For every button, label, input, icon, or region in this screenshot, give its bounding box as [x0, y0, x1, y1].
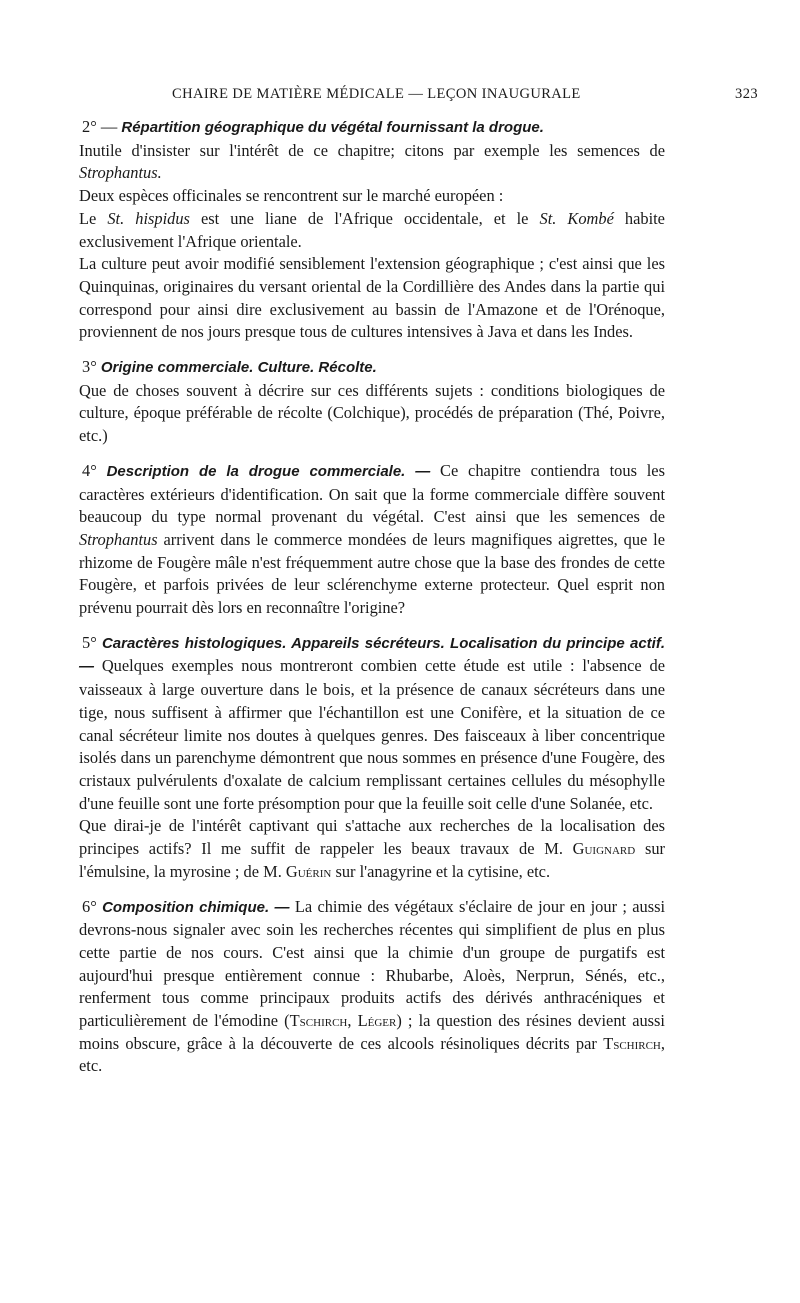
- text: Que dirai-je de l'intérêt captivant qui s'attache aux recherches de la localisation des principes actifs? Il me suffit de rappeler les beaux travaux de M.: [79, 816, 665, 859]
- page-number: 323: [735, 86, 758, 102]
- section-5: [79, 632, 665, 884]
- text: ,: [347, 1011, 352, 1031]
- species-name: St. Kombé: [539, 208, 614, 228]
- author-name: Guignard: [572, 839, 636, 859]
- section-4-title: Description de la drogue commerciale. —: [106, 462, 431, 480]
- text: Quelques exemples nous montreront combien cette étude est utile : l'absence de vaisseaux à large ouverture dans le bois, et la présence de canaux sécréteurs dans une tige, nous suffisent à affirmer que l'échantillon est une Conifère, et la situation de ce canal sécréteur limite nos doutes à quelques genres. Des faisceaux à liber concentrique isolés dans un parenchyme démontrent que nous sommes en présence d'une Fougère, des cristaux pulvérulents d'oxalate de calcium remplissant certaines cellules du mésophylle d'une feuille sont une forte présomption pour que la feuille soit celle d'une Solanée, etc.: [79, 656, 665, 813]
- author-name: Guérin: [285, 861, 332, 881]
- section-4-number: 4°: [82, 460, 97, 480]
- text: est une liane de l'Afrique occidentale, et le: [200, 208, 529, 228]
- body-text: [79, 116, 665, 1078]
- paragraph: [79, 896, 665, 1079]
- species-name: Strophantus: [79, 529, 158, 549]
- paragraph: [79, 460, 665, 620]
- text: Inutile d'insister sur l'intérêt de ce chapitre; citons par exemple les semences de: [79, 140, 665, 160]
- text: Que de choses souvent à décrire sur ces différents sujets : conditions biologiques de culture, époque préférable de récolte (Colchique), procédés de préparation (Thé, Poivre, etc.): [79, 380, 665, 446]
- section-4: [79, 460, 665, 620]
- text: Le: [79, 208, 97, 228]
- paragraph: [79, 208, 665, 253]
- text: La chimie des végétaux s'éclaire de jour en jour ; aussi devrons-nous signaler avec soin les recherches récentes qui simplifient de plus en plus cette partie de nos cours. C'est ainsi que la chimie d'un groupe de purgatifs est aujourd'hui presque entièrement connue : Rhubarbe, Aloès, Nerprun, Sénés, etc., renferment tous comme principaux produits actifs des dérivés anthracéniques et particulièrement de l'émodine (: [79, 896, 665, 1031]
- text: arrivent dans le commerce mondées de leurs magnifiques aigrettes, que le rhizome de Fougère mâle n'est fréquemment autre chose que la base des frondes de cette Fougère, et parfois privées de leur sclérenchyme externe protecteur. Quel esprit non prévenu pourrait dès lors en reconnaître l'origine?: [79, 529, 665, 618]
- section-3: [79, 356, 665, 448]
- text: sur l'émulsine, la myrosine ; de M.: [79, 839, 665, 881]
- paragraph: [79, 253, 665, 344]
- section-3-title: Origine commerciale. Culture. Récolte.: [100, 359, 377, 377]
- section-2-heading: [79, 116, 665, 140]
- section-2: [79, 116, 665, 344]
- paragraph: [79, 185, 665, 208]
- text: , etc.: [79, 1033, 665, 1076]
- text: ) ; la question des résines devient aussi moins obscure, grâce à la découverte de ces alcools résinoliques décrits par: [79, 1011, 665, 1053]
- section-2-number: 2° —: [82, 117, 118, 136]
- section-6-title: Composition chimique. —: [102, 898, 290, 916]
- author-name: Tschirch: [603, 1033, 661, 1053]
- section-5-number: 5°: [82, 632, 97, 652]
- section-6-number: 6°: [82, 896, 97, 916]
- author-name: Léger: [357, 1011, 397, 1031]
- paragraph: [79, 380, 665, 448]
- author-name: Tschirch: [289, 1011, 348, 1031]
- text: habite exclusivement l'Afrique orientale.: [79, 208, 665, 251]
- text: sur l'anagyrine et la cytisine, etc.: [335, 861, 551, 881]
- section-5-title: Caractères histologiques. Appareils sécréteurs. Localisation du principe actif. —: [79, 634, 665, 676]
- section-6: [79, 896, 665, 1079]
- running-header: [172, 86, 758, 108]
- running-title: CHAIRE DE MATIÈRE MÉDICALE — LEÇON INAUGURALE: [172, 86, 581, 102]
- text: Ce chapitre contiendra tous les caractères extérieurs d'identification. On sait que la forme commerciale diffère souvent beaucoup du type normal provenant du végétal. C'est ainsi que les semences de: [79, 460, 665, 527]
- section-3-number: 3°: [82, 357, 97, 377]
- text: La culture peut avoir modifié sensiblement l'extension géographique ; c'est ainsi que les Quinquinas, originaires du versant oriental de la Cordillière des Andes dans la partie qui correspond pour ainsi dire exclusivement au bassin de l'Amazone et de l'Orénoque, proviennent de nos jours presque tous de cultures intensives à Java et dans les Indes.: [79, 254, 665, 342]
- section-3-heading: [79, 356, 665, 380]
- species-name: Strophantus.: [79, 163, 162, 183]
- paragraph: [79, 632, 665, 816]
- species-name: St. hispidus: [107, 208, 190, 228]
- paragraph: [79, 815, 665, 883]
- paragraph: [79, 140, 665, 185]
- text: Deux espèces officinales se rencontrent sur le marché européen :: [79, 186, 504, 206]
- section-2-title: Répartition géographique du végétal fournissant la drogue.: [121, 119, 544, 136]
